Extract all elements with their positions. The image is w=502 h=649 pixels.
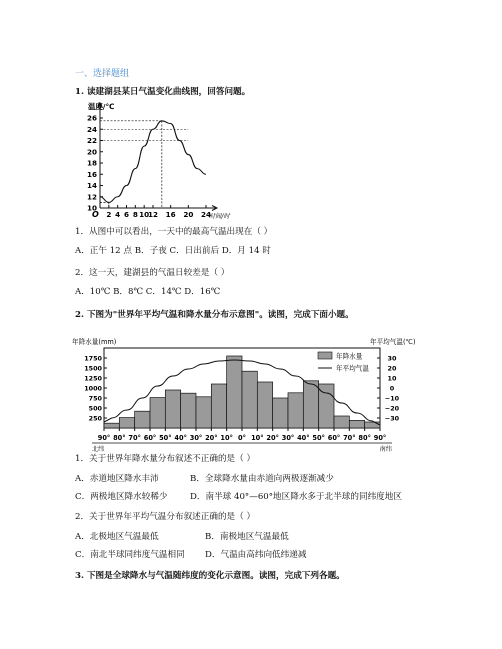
x-tick-label: 60°: [327, 434, 341, 442]
x-tick-label: 10: [139, 210, 150, 219]
precip-bar: [119, 418, 134, 428]
y-tick-label: 22: [86, 136, 97, 146]
q2-sub1-option-b: B．全球降水量由赤道向两极逐渐减少: [190, 474, 334, 484]
precip-bar: [242, 371, 257, 428]
q1-sub2-stem: 2．这一天，建湖县的气温日较差是（ ）: [75, 268, 230, 278]
x-tick-label: 8: [132, 210, 138, 219]
precip-bar: [211, 384, 226, 428]
question-2-intro: 2. 下图为"世界年平均气温和降水量分布示意图"。读图，完成下面小题。: [75, 310, 354, 320]
right-tick-label: −20: [384, 404, 400, 413]
precip-bar: [135, 411, 150, 428]
q1-sub1-stem: 1．从图中可以看出，一天中的最高气温出现在（ ）: [75, 227, 273, 237]
precip-bar: [349, 420, 364, 428]
left-tick-label: 500: [88, 404, 102, 413]
question-1-intro: 1. 读建湖县某日气温变化曲线图，回答问题。: [75, 87, 251, 97]
q2-sub2-option-c: C．南北半球同纬度气温相同: [75, 550, 185, 560]
precip-temp-bar-chart: [72, 336, 420, 454]
x-tick-label: 70°: [128, 434, 141, 442]
temperature-line-chart: [78, 100, 238, 222]
q1-sub2-options: A．10℃ B．8℃ C．14℃ D．16℃: [75, 287, 221, 297]
precip-bar: [257, 382, 272, 428]
right-tick-label: −10: [384, 394, 400, 403]
precip-bar: [273, 398, 288, 428]
x-tick-label: 30°: [281, 434, 295, 442]
precip-bar: [196, 397, 211, 428]
x-tick-label: 4: [115, 210, 121, 219]
y-tick-label: 10: [86, 203, 97, 213]
precip-bar: [165, 390, 180, 428]
x-tick-label: 60°: [143, 434, 157, 442]
legend-precip-label: 年降水量: [336, 352, 363, 361]
x-tick-label: 16: [165, 210, 176, 219]
x-tick-label: 90°: [97, 434, 111, 442]
precip-bar: [150, 398, 165, 428]
north-label: 北纬: [92, 446, 105, 453]
x-tick-label: 40°: [174, 434, 187, 442]
y-tick-label: 18: [86, 158, 97, 168]
q2-sub2-option-b: B．南极地区气温最低: [205, 532, 289, 542]
q2-sub1-stem: 1．关于世界年降水量分布叙述不正确的是（ ）: [75, 454, 256, 464]
x-tick-label: 20°: [205, 434, 218, 442]
x-tick-label: 12: [147, 210, 159, 219]
y-tick-label: 16: [86, 169, 97, 179]
precip-bar: [104, 423, 119, 428]
x-tick-label: 10°: [220, 434, 233, 442]
x-tick-label: 50°: [312, 434, 325, 442]
x-tick-label: 0°: [238, 434, 246, 442]
q2-sub2-option-d: D．气温由高纬向低纬递减: [205, 550, 307, 560]
precip-bar: [303, 381, 318, 428]
section-title: 一、选择题组: [75, 69, 130, 79]
x-tick-label: 6: [123, 210, 130, 219]
precip-bar: [227, 356, 242, 428]
x-tick-label: 80°: [113, 434, 126, 442]
left-tick-label: 1250: [84, 374, 102, 383]
left-tick-label: 750: [88, 394, 102, 403]
x-tick-label: 40°: [297, 434, 310, 442]
x-tick-label: 24: [200, 210, 212, 219]
precip-bar: [334, 416, 349, 428]
left-tick-label: 250: [88, 414, 102, 423]
q2-sub1-option-c: C．两极地区降水较稀少: [75, 492, 168, 502]
y-tick-label: 12: [86, 192, 97, 202]
left-axis-label: 年降水量(mm): [72, 338, 117, 346]
q2-sub2-option-a: A．北极地区气温最低: [75, 532, 159, 542]
legend-precip-swatch: [318, 352, 332, 359]
x-tick-label: 70°: [343, 434, 356, 442]
right-tick-label: 20: [387, 364, 397, 373]
south-label: 南纬: [379, 446, 392, 453]
right-axis-label: 年平均气温(℃): [370, 338, 416, 346]
x-tick-label: 80°: [358, 434, 371, 442]
x-tick-label: 20: [183, 210, 194, 219]
precip-bar: [181, 393, 196, 428]
x-tick-label: 30°: [189, 434, 203, 442]
right-tick-label: 10: [387, 374, 397, 383]
left-tick-label: 1750: [84, 354, 102, 363]
legend-temp-label: 年平均气温: [336, 364, 369, 373]
y-tick-label: 14: [86, 181, 97, 191]
y-tick-label: 24: [86, 124, 97, 134]
right-tick-label: 30: [387, 354, 397, 363]
question-3-intro: 3. 下图是全球降水与气温随纬度的变化示意图。读图，完成下列各题。: [75, 571, 345, 581]
y-tick-label: 20: [86, 147, 97, 157]
right-tick-label: 0: [389, 384, 395, 393]
origin-label: O: [92, 210, 99, 219]
y-axis-label: 温度/℃: [88, 102, 115, 111]
x-tick-label: 90°: [373, 434, 387, 442]
right-tick-label: −30: [384, 414, 400, 423]
q1-sub1-options: A．正午 12 点 B．子夜 C．日出前后 D．月 14 时: [75, 246, 271, 256]
precip-bar: [288, 393, 303, 428]
x-tick-label: 10°: [251, 434, 264, 442]
q2-sub1-option-a: A．赤道地区降水丰沛: [75, 474, 159, 484]
x-tick-label: 50°: [159, 434, 172, 442]
q2-sub1-option-d: D．南半球 40°—60°地区降水多于北半球的同纬度地区: [190, 492, 402, 502]
precip-bar: [365, 422, 380, 428]
x-tick-label: 20°: [266, 434, 279, 442]
x-axis-label: 时间/时: [209, 213, 230, 220]
left-tick-label: 1500: [84, 364, 102, 373]
y-tick-label: 26: [86, 113, 97, 123]
left-tick-label: 1000: [84, 384, 102, 393]
q2-sub2-stem: 2．关于世界年平均气温分布叙述正确的是（ ）: [75, 512, 256, 522]
temperature-curve: [100, 121, 206, 203]
x-tick-label: 2: [106, 210, 112, 219]
